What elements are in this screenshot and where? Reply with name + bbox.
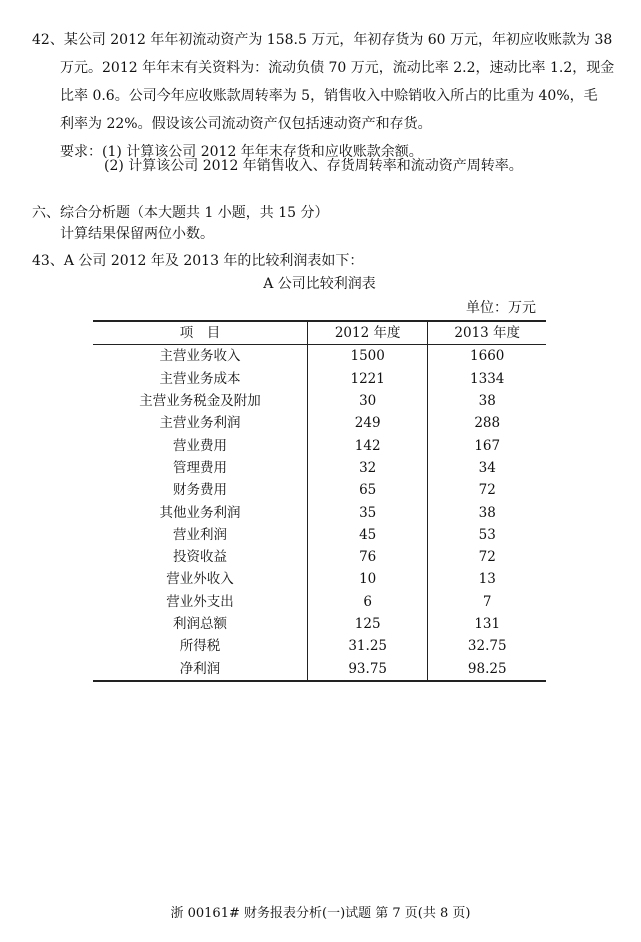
row-2013: 72 [478, 549, 496, 566]
row-label: 主营业务利润 [93, 412, 307, 434]
header-2012: 2012 年度 [307, 321, 428, 345]
row-2013: 72 [478, 482, 496, 499]
row-2012: 31.25 [307, 635, 428, 657]
q42-line-1: 42、某公司 2012 年年初流动资产为 158.5 万元，年初存货为 60 万元，年初应收账款为 38 [32, 32, 613, 48]
row-label: 财务费用 [93, 479, 307, 501]
row-label: 利润总额 [93, 613, 307, 635]
row-2013: 98.25 [428, 657, 546, 680]
row-label: 营业费用 [93, 434, 307, 456]
row-label: 其他业务利润 [93, 501, 307, 523]
table-row [93, 591, 546, 613]
row-2012: 35 [307, 501, 428, 523]
table-row [93, 635, 546, 657]
table-row [93, 657, 546, 680]
table-row [93, 613, 546, 635]
row-2012: 249 [307, 412, 428, 434]
row-label: 营业外收入 [93, 568, 307, 590]
row-label: 净利润 [93, 657, 307, 680]
row-2012: 30 [307, 390, 428, 412]
table-row [93, 412, 546, 434]
header-item: 项 目 [93, 321, 307, 345]
row-2012: 6 [307, 591, 428, 613]
row-2012: 1500 [307, 345, 428, 368]
table-row [93, 568, 546, 590]
row-2013: 13 [478, 571, 496, 588]
row-2013: 53 [478, 526, 496, 543]
q42-requirement-1: 要求：(1) 计算该公司 2012 年年末存货和应收账款余额。 [60, 144, 423, 160]
row-2013: 131 [474, 616, 501, 632]
q42-line-3: 比率 0.6。公司今年应收账款周转率为 5，销售收入中赊销收入所占的比重为 40%，毛 [60, 88, 598, 104]
row-2013: 1660 [470, 348, 505, 365]
header-2013: 2013 年度 [428, 321, 546, 345]
table-row [93, 345, 546, 368]
row-label: 营业外支出 [93, 591, 307, 613]
table-row [93, 501, 546, 523]
table-row [93, 546, 546, 568]
row-2013: 7 [482, 593, 492, 610]
row-label: 营业利润 [93, 524, 307, 546]
table-row [93, 390, 546, 412]
row-2012: 10 [307, 568, 428, 590]
table-row [93, 368, 546, 390]
row-label: 所得税 [93, 635, 307, 657]
row-2013: 288 [474, 415, 501, 432]
row-2012: 76 [307, 546, 428, 568]
row-label: 主营业务成本 [93, 368, 307, 390]
row-2012: 93.75 [307, 657, 428, 680]
row-label: 主营业务收入 [93, 345, 307, 368]
row-label: 管理费用 [93, 457, 307, 479]
row-2013: 38 [478, 504, 496, 521]
row-2012: 125 [307, 613, 428, 635]
row-2013: 38 [478, 393, 496, 410]
row-label: 主营业务税金及附加 [93, 390, 307, 412]
row-2012: 142 [307, 434, 428, 456]
row-2012: 32 [307, 457, 428, 479]
table-row [93, 434, 546, 456]
q43-intro: 43、A 公司 2012 年及 2013 年的比较利润表如下： [32, 253, 364, 269]
row-label: 投资收益 [93, 546, 307, 568]
section-6-note: 计算结果保留两位小数。 [60, 226, 214, 242]
table-row [93, 524, 546, 546]
row-2012: 65 [307, 479, 428, 501]
table-title: A 公司比较利润表 [263, 276, 376, 292]
comparative-income-table [93, 320, 546, 682]
section-6-heading: 六、综合分析题（本大题共 1 小题，共 15 分） [32, 205, 329, 221]
q42-requirement-2: (2) 计算该公司 2012 年销售收入、存货周转率和流动资产周转率。 [104, 158, 523, 174]
row-2013: 32.75 [467, 638, 507, 655]
row-2012: 45 [307, 524, 428, 546]
q42-line-2: 万元。2012 年年末有关资料为：流动负债 70 万元，流动比率 2.2，速动比率 1.2，现金 [60, 60, 615, 76]
row-2012: 1221 [307, 368, 428, 390]
table-header-row [93, 321, 546, 345]
table-row [93, 457, 546, 479]
table-row [93, 479, 546, 501]
row-2013: 1334 [470, 370, 505, 387]
row-2013: 167 [474, 437, 501, 454]
row-2013: 34 [478, 459, 496, 476]
table-unit: 单位：万元 [466, 300, 536, 316]
page-footer: 浙 00161# 财务报表分析(一)试题 第 7 页(共 8 页) [170, 906, 471, 921]
q42-line-4: 利率为 22%。假设该公司流动资产仅包括速动资产和存货。 [60, 116, 432, 132]
